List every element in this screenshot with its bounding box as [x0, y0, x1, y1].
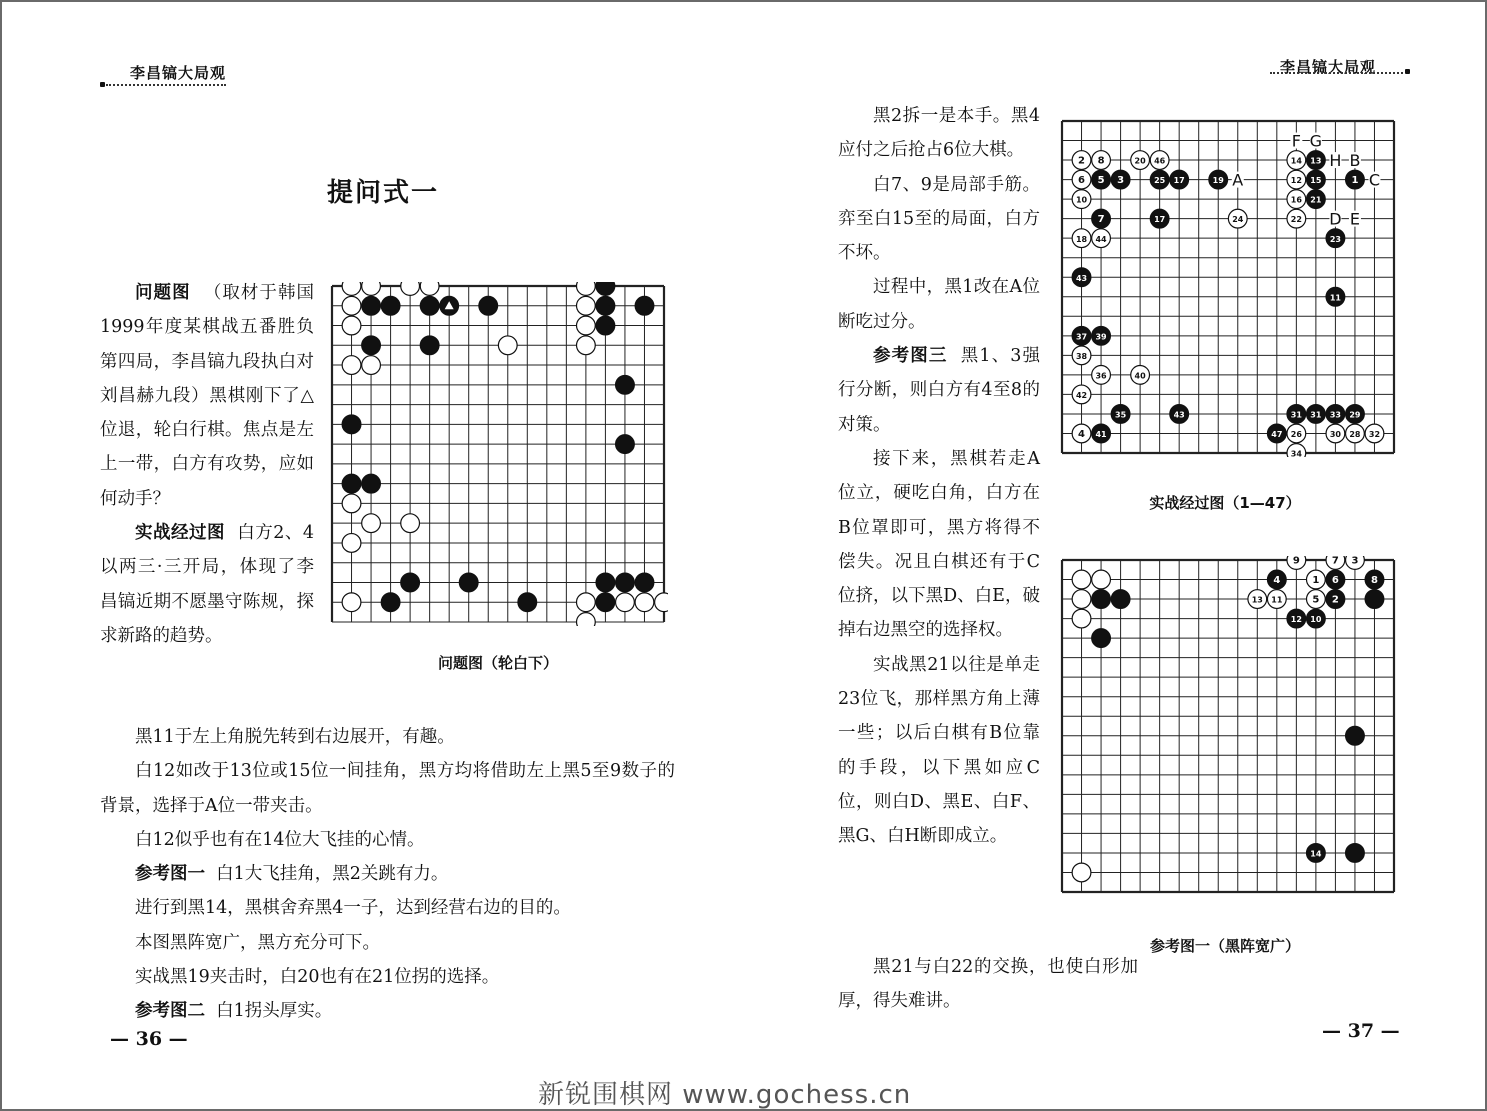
stone-number: 43 — [1075, 273, 1088, 283]
white-stone — [655, 593, 668, 612]
ref1-diagram — [1058, 556, 1398, 896]
stone-number: 12 — [1290, 176, 1302, 186]
board-letter-f: F — [1291, 131, 1301, 151]
board-letter-b: B — [1349, 151, 1361, 171]
stone-number: 9 — [1292, 556, 1300, 567]
stone-number: 14 — [1290, 156, 1302, 166]
stone-number: 22 — [1290, 215, 1302, 225]
black-stone — [596, 316, 615, 335]
right-header-logo: 李昌镐大局观 — [1280, 58, 1377, 76]
white-stone — [342, 356, 361, 375]
stone-number: 31 — [1310, 410, 1322, 420]
left-page-number: — 36 — — [110, 1028, 188, 1050]
stone-number: 35 — [1115, 410, 1127, 420]
black-stone — [596, 593, 615, 612]
stone-number: 1 — [1312, 575, 1320, 587]
white-stone — [342, 296, 361, 315]
black-stone — [342, 474, 361, 493]
stone-number: 33 — [1329, 410, 1341, 420]
black-stone — [381, 296, 400, 315]
board-grid — [1062, 560, 1394, 892]
stone-number: 24 — [1232, 215, 1244, 225]
problem-label: 问题图 — [135, 283, 191, 303]
right-para-5: 实战黑21以往是单走23位飞，那样黑方角上薄一些；以后白棋有B位靠的手段，以下黑如应C位，则白D、黑E、白F、黑G、白H断即成立。 — [838, 654, 1040, 847]
stone-number: 7 — [1097, 214, 1105, 226]
black-stone — [342, 415, 361, 434]
board-letter-g: G — [1309, 131, 1323, 151]
right-page-number: — 37 — — [1322, 1020, 1400, 1042]
stone-number: 20 — [1134, 156, 1146, 166]
white-stone — [577, 296, 596, 315]
stone-number: 11 — [1329, 293, 1341, 303]
ref1-label: 参考图一 — [135, 864, 205, 885]
stone-number: 8 — [1097, 155, 1105, 167]
board-letter-d: D — [1329, 209, 1342, 229]
black-stone — [1092, 590, 1111, 609]
right-header-dot — [1405, 69, 1410, 74]
board-grid — [1062, 121, 1394, 453]
left-header-rule — [106, 84, 226, 86]
black-stone — [381, 593, 400, 612]
black-stone — [401, 573, 420, 592]
black-stone — [1111, 590, 1130, 609]
black-stone — [1365, 590, 1384, 609]
right-para-1: 黑2拆一是本手。黑4应付之后抢占6位大棋。 — [838, 106, 1040, 161]
actual-text: 白方2、4以两三·三开局，体现了李昌镐近期不愿墨守陈规，探求新路的趋势。 — [100, 523, 314, 646]
left-header-dot — [100, 82, 105, 87]
white-stone — [1072, 590, 1091, 609]
left-para-2: 白12如改于13位或15位一间挂角，黑方均将借助左上黑5至9数子的背景，选择于A位一带夹击。 — [100, 761, 675, 816]
footer-site: 新锐围棋网 www.gochess.cn — [538, 1080, 912, 1110]
stone-number: 30 — [1329, 430, 1341, 440]
ref1-text: 白1大飞挂角，黑2关跳有力。 — [216, 864, 449, 885]
stone-number: 34 — [1290, 449, 1302, 457]
stone-number: 17 — [1154, 215, 1166, 225]
left-body-text — [100, 720, 675, 1029]
white-stone — [577, 282, 596, 295]
left-header-logo: 李昌镐大局观 — [130, 64, 227, 82]
stone-number: 6 — [1078, 175, 1086, 187]
stone-number: 42 — [1075, 391, 1088, 401]
problem-diagram — [328, 282, 668, 626]
stone-number: 43 — [1173, 410, 1185, 420]
right-para-4: 接下来，黑棋若走A位立，硬吃白角，白方在B位罩即可，黑方将得不偿失。况且白棋还有于C位挤，以下黑D、白E，破掉右边黑空的选择权。 — [838, 448, 1040, 641]
stone-number: 7 — [1331, 556, 1339, 567]
stone-number: 47 — [1271, 430, 1283, 440]
stone-number: 17 — [1173, 176, 1185, 186]
board-grid — [332, 286, 664, 622]
black-stone — [1346, 844, 1365, 863]
board-letter-e: E — [1349, 209, 1360, 229]
black-stone — [635, 573, 654, 592]
black-stone — [616, 375, 635, 394]
ref3-label: 参考图三 — [873, 346, 948, 367]
stone-number: 44 — [1095, 234, 1107, 244]
left-para-5: 本图黑阵宽广，黑方充分可下。 — [135, 932, 380, 953]
right-column-text — [838, 99, 1040, 854]
ref2-text: 白1拐头厚实。 — [216, 1001, 333, 1022]
actual-label: 实战经过图 — [135, 523, 226, 544]
black-stone — [596, 296, 615, 315]
white-stone — [362, 514, 381, 533]
white-stone — [342, 316, 361, 335]
white-stone — [577, 613, 596, 626]
actual-diagram — [1058, 117, 1398, 457]
white-stone — [1072, 863, 1091, 882]
stone-number: 11 — [1271, 595, 1283, 605]
board-letter-a: A — [1232, 170, 1244, 190]
stone-number: 4 — [1273, 575, 1281, 587]
stone-number: 5 — [1097, 175, 1105, 187]
stone-number: 39 — [1095, 332, 1107, 342]
board-letter-c: C — [1368, 170, 1381, 190]
stone-number: 6 — [1331, 575, 1339, 587]
black-stone — [362, 474, 381, 493]
right-para-2: 白7、9是局部手筋。弈至白15至的局面，白方不坏。 — [838, 174, 1040, 264]
stone-number: 4 — [1078, 429, 1086, 441]
stone-number: 38 — [1075, 351, 1088, 361]
white-stone — [342, 494, 361, 513]
stone-number: 29 — [1349, 410, 1361, 420]
white-stone — [342, 282, 361, 295]
black-stone — [596, 282, 615, 295]
right-para-6: 黑21与白22的交换，也使白形加厚，得失难讲。 — [838, 957, 1138, 1012]
stone-number: 3 — [1351, 556, 1359, 567]
black-stone — [362, 296, 381, 315]
white-stone — [342, 534, 361, 553]
white-stone — [577, 593, 596, 612]
stone-number: 5 — [1312, 594, 1320, 606]
stone-number: 18 — [1075, 234, 1088, 244]
stone-number: 40 — [1134, 371, 1146, 381]
stone-number: 14 — [1310, 849, 1322, 859]
stone-number: 12 — [1290, 615, 1302, 625]
white-stone — [1072, 570, 1091, 589]
stone-number: 36 — [1095, 371, 1107, 381]
white-stone — [635, 593, 654, 612]
ref2-label: 参考图二 — [135, 1001, 205, 1022]
stone-number: 13 — [1251, 595, 1263, 605]
ref3-text: 黑1、3强行分断，则白方有4至8的对策。 — [838, 346, 1040, 435]
white-stone — [616, 593, 635, 612]
page-title: 提问式一 — [327, 178, 440, 208]
white-stone — [362, 282, 381, 295]
stone-number: 21 — [1310, 195, 1322, 205]
actual-caption: 实战经过图（1—47） — [1149, 494, 1301, 512]
stone-number: 23 — [1329, 234, 1341, 244]
stone-number: 13 — [1310, 156, 1322, 166]
white-stone — [401, 514, 420, 533]
stone-number: 2 — [1078, 155, 1086, 167]
white-stone — [342, 593, 361, 612]
white-stone — [498, 336, 517, 355]
white-stone — [362, 356, 381, 375]
black-stone — [1346, 726, 1365, 745]
white-stone — [401, 282, 420, 295]
stone-number: 32 — [1368, 430, 1381, 440]
stone-number: 19 — [1212, 176, 1224, 186]
left-para-6: 实战黑19夹击时，白20也有在21位拐的选择。 — [135, 967, 500, 988]
left-column-text — [100, 276, 314, 653]
board-letter-h: H — [1329, 151, 1342, 171]
black-stone — [459, 573, 478, 592]
stone-number: 10 — [1075, 195, 1088, 205]
left-para-4: 进行到黑14，黑棋舍弃黑4一子，达到经营右边的目的。 — [135, 898, 571, 919]
left-para-3: 白12似乎也有在14位大飞挂的心情。 — [135, 829, 425, 850]
stone-number: 46 — [1154, 156, 1166, 166]
white-stone — [1092, 570, 1111, 589]
black-stone — [420, 296, 439, 315]
problem-caption: 问题图（轮白下） — [437, 654, 558, 672]
stone-number: 41 — [1095, 430, 1107, 440]
right-header-rule — [1270, 72, 1403, 74]
black-stone — [635, 296, 654, 315]
problem-text: （取材于韩国1999年度某棋战五番胜负第四局，李昌镐九段执白对刘昌赫九段）黑棋刚下了△位退，轮白行棋。焦点是左上一带，白方有攻势，应如何动手？ — [100, 283, 314, 509]
stone-number: 10 — [1310, 615, 1322, 625]
stone-number: 8 — [1370, 575, 1378, 587]
stone-number: 26 — [1290, 430, 1302, 440]
black-stone — [596, 573, 615, 592]
white-stone — [577, 336, 596, 355]
stone-number: 3 — [1117, 175, 1125, 187]
stone-number: 25 — [1154, 176, 1166, 186]
black-stone — [616, 573, 635, 592]
stone-number: 37 — [1075, 332, 1088, 342]
stone-number: 1 — [1351, 175, 1359, 187]
white-stone — [1072, 609, 1091, 628]
left-para-1: 黑11于左上角脱先转到右边展开，有趣。 — [135, 727, 455, 747]
stone-number: 31 — [1290, 410, 1302, 420]
black-stone — [616, 435, 635, 454]
right-para-3: 过程中，黑1改在A位断吃过分。 — [838, 277, 1040, 332]
black-stone — [420, 336, 439, 355]
right-tail-text — [838, 950, 1138, 1019]
ref1-caption: 参考图一（黑阵宽广） — [1149, 937, 1300, 955]
black-stone — [518, 593, 537, 612]
stone-number: 28 — [1349, 430, 1361, 440]
white-stone — [420, 282, 439, 295]
white-stone — [577, 316, 596, 335]
black-stone — [362, 336, 381, 355]
black-stone — [1092, 629, 1111, 648]
stone-number: 16 — [1290, 195, 1302, 205]
stone-number: 15 — [1310, 176, 1322, 186]
stone-number: 2 — [1331, 594, 1339, 606]
black-stone — [479, 296, 498, 315]
